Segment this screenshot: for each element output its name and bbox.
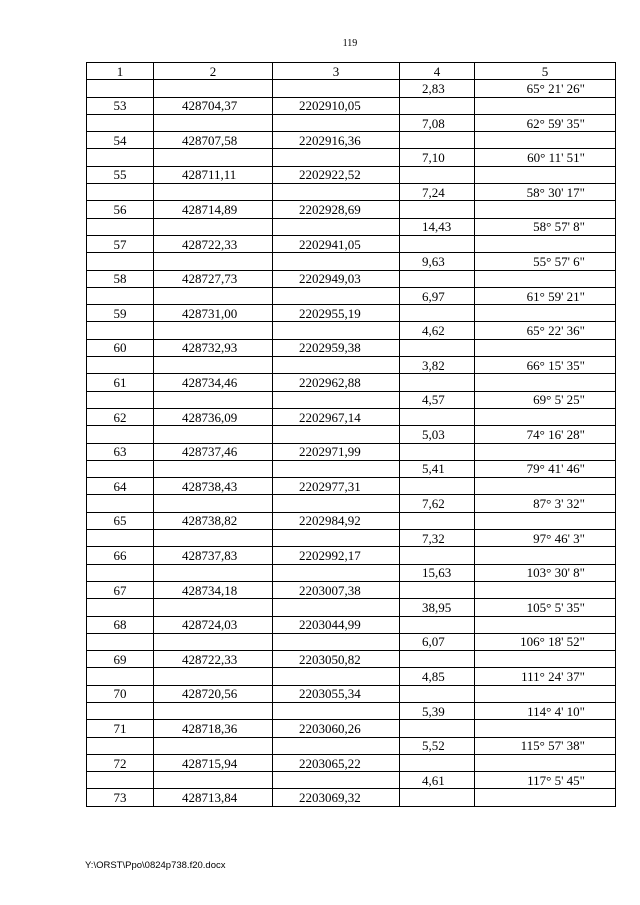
y-coordinate-cell: 2203044,99 [273, 616, 400, 633]
bearing-cell [475, 235, 616, 252]
point-number-cell: 55 [87, 166, 154, 183]
point-number-cell: 62 [87, 408, 154, 425]
bearing-cell: 62° 59' 35" [475, 114, 616, 131]
distance-cell: 14,43 [400, 218, 475, 235]
bearing-cell: 117° 5' 45" [475, 772, 616, 789]
point-number-cell [87, 391, 154, 408]
point-number-cell [87, 599, 154, 616]
bearing-cell [475, 97, 616, 114]
table-row [87, 391, 616, 408]
distance-cell [400, 374, 475, 391]
bearing-cell [475, 270, 616, 287]
x-coordinate-cell [154, 460, 273, 477]
point-number-cell: 69 [87, 651, 154, 668]
distance-cell: 2,83 [400, 80, 475, 97]
point-number-cell [87, 184, 154, 201]
point-number-cell: 60 [87, 339, 154, 356]
table-row [87, 305, 616, 322]
table-row [87, 702, 616, 719]
table-row [87, 408, 616, 425]
table-row [87, 581, 616, 598]
y-coordinate-cell: 2203007,38 [273, 581, 400, 598]
y-coordinate-cell: 2202992,17 [273, 547, 400, 564]
column-header: 2 [154, 63, 273, 80]
x-coordinate-cell [154, 495, 273, 512]
y-coordinate-cell [273, 737, 400, 754]
bearing-cell: 65° 21' 26" [475, 80, 616, 97]
x-coordinate-cell: 428713,84 [154, 789, 273, 806]
distance-cell [400, 512, 475, 529]
page-number: 119 [342, 38, 358, 49]
distance-cell: 4,85 [400, 668, 475, 685]
bearing-cell: 87° 3' 32" [475, 495, 616, 512]
bearing-cell [475, 720, 616, 737]
distance-cell [400, 443, 475, 460]
table-row [87, 218, 616, 235]
distance-cell [400, 651, 475, 668]
y-coordinate-cell [273, 184, 400, 201]
x-coordinate-cell [154, 599, 273, 616]
table-row [87, 149, 616, 166]
table-row [87, 547, 616, 564]
x-coordinate-cell [154, 633, 273, 650]
table-row [87, 685, 616, 702]
x-coordinate-cell [154, 530, 273, 547]
bearing-cell: 61° 59' 21" [475, 287, 616, 304]
x-coordinate-cell [154, 253, 273, 270]
point-number-cell [87, 357, 154, 374]
distance-cell: 6,97 [400, 287, 475, 304]
y-coordinate-cell: 2202977,31 [273, 478, 400, 495]
y-coordinate-cell [273, 80, 400, 97]
bearing-cell: 60° 11' 51" [475, 149, 616, 166]
x-coordinate-cell: 428714,89 [154, 201, 273, 218]
x-coordinate-cell: 428715,94 [154, 754, 273, 771]
y-coordinate-cell: 2202922,52 [273, 166, 400, 183]
point-number-cell [87, 530, 154, 547]
point-number-cell: 67 [87, 581, 154, 598]
bearing-cell [475, 512, 616, 529]
point-number-cell [87, 495, 154, 512]
column-header: 4 [400, 63, 475, 80]
distance-cell: 5,41 [400, 460, 475, 477]
x-coordinate-cell [154, 668, 273, 685]
point-number-cell: 66 [87, 547, 154, 564]
bearing-cell: 97° 46' 3" [475, 530, 616, 547]
y-coordinate-cell: 2202971,99 [273, 443, 400, 460]
y-coordinate-cell: 2202959,38 [273, 339, 400, 356]
point-number-cell: 63 [87, 443, 154, 460]
bearing-cell [475, 685, 616, 702]
point-number-cell [87, 633, 154, 650]
distance-cell: 4,57 [400, 391, 475, 408]
y-coordinate-cell: 2203055,34 [273, 685, 400, 702]
y-coordinate-cell [273, 633, 400, 650]
point-number-cell: 58 [87, 270, 154, 287]
y-coordinate-cell [273, 426, 400, 443]
table-row [87, 789, 616, 806]
y-coordinate-cell: 2203065,22 [273, 754, 400, 771]
point-number-cell [87, 149, 154, 166]
x-coordinate-cell: 428737,83 [154, 547, 273, 564]
distance-cell [400, 305, 475, 322]
table-row [87, 80, 616, 97]
column-header: 3 [273, 63, 400, 80]
x-coordinate-cell: 428737,46 [154, 443, 273, 460]
distance-cell [400, 547, 475, 564]
point-number-cell [87, 737, 154, 754]
bearing-cell [475, 651, 616, 668]
x-coordinate-cell [154, 218, 273, 235]
distance-cell: 6,07 [400, 633, 475, 650]
y-coordinate-cell [273, 530, 400, 547]
bearing-cell [475, 754, 616, 771]
distance-cell [400, 339, 475, 356]
y-coordinate-cell [273, 495, 400, 512]
point-number-cell [87, 253, 154, 270]
table-row [87, 374, 616, 391]
table-row [87, 495, 616, 512]
point-number-cell [87, 772, 154, 789]
y-coordinate-cell: 2202984,92 [273, 512, 400, 529]
table-row [87, 530, 616, 547]
distance-cell [400, 270, 475, 287]
distance-cell: 3,82 [400, 357, 475, 374]
y-coordinate-cell: 2203060,26 [273, 720, 400, 737]
point-number-cell: 57 [87, 235, 154, 252]
table-header-row [87, 63, 616, 80]
point-number-cell: 54 [87, 132, 154, 149]
y-coordinate-cell: 2202928,69 [273, 201, 400, 218]
point-number-cell: 73 [87, 789, 154, 806]
y-coordinate-cell [273, 253, 400, 270]
table-row [87, 443, 616, 460]
point-number-cell [87, 287, 154, 304]
table-row [87, 599, 616, 616]
table-row [87, 426, 616, 443]
table-row [87, 564, 616, 581]
distance-cell [400, 754, 475, 771]
bearing-cell [475, 478, 616, 495]
point-number-cell [87, 564, 154, 581]
point-number-cell: 59 [87, 305, 154, 322]
distance-cell: 7,32 [400, 530, 475, 547]
x-coordinate-cell: 428724,03 [154, 616, 273, 633]
point-number-cell: 68 [87, 616, 154, 633]
x-coordinate-cell [154, 702, 273, 719]
distance-cell: 4,61 [400, 772, 475, 789]
bearing-cell [475, 374, 616, 391]
distance-cell: 15,63 [400, 564, 475, 581]
point-number-cell [87, 668, 154, 685]
y-coordinate-cell [273, 564, 400, 581]
point-number-cell [87, 460, 154, 477]
y-coordinate-cell [273, 287, 400, 304]
distance-cell [400, 616, 475, 633]
bearing-cell: 105° 5' 35" [475, 599, 616, 616]
y-coordinate-cell [273, 391, 400, 408]
x-coordinate-cell: 428738,43 [154, 478, 273, 495]
x-coordinate-cell [154, 114, 273, 131]
x-coordinate-cell [154, 287, 273, 304]
x-coordinate-cell: 428736,09 [154, 408, 273, 425]
bearing-cell [475, 443, 616, 460]
y-coordinate-cell [273, 218, 400, 235]
table-row [87, 633, 616, 650]
coordinates-table [86, 62, 616, 807]
distance-cell [400, 132, 475, 149]
point-number-cell: 61 [87, 374, 154, 391]
distance-cell: 9,63 [400, 253, 475, 270]
point-number-cell: 70 [87, 685, 154, 702]
distance-cell [400, 685, 475, 702]
x-coordinate-cell: 428722,33 [154, 235, 273, 252]
distance-cell: 7,10 [400, 149, 475, 166]
point-number-cell [87, 702, 154, 719]
distance-cell [400, 408, 475, 425]
y-coordinate-cell: 2202949,03 [273, 270, 400, 287]
table-row [87, 287, 616, 304]
y-coordinate-cell [273, 149, 400, 166]
x-coordinate-cell [154, 357, 273, 374]
x-coordinate-cell: 428722,33 [154, 651, 273, 668]
bearing-cell: 115° 57' 38" [475, 737, 616, 754]
distance-cell: 7,24 [400, 184, 475, 201]
x-coordinate-cell: 428711,11 [154, 166, 273, 183]
bearing-cell [475, 201, 616, 218]
y-coordinate-cell: 2202941,05 [273, 235, 400, 252]
y-coordinate-cell [273, 702, 400, 719]
y-coordinate-cell: 2202955,19 [273, 305, 400, 322]
table-row [87, 737, 616, 754]
distance-cell [400, 235, 475, 252]
point-number-cell [87, 322, 154, 339]
table-row [87, 322, 616, 339]
table-row [87, 478, 616, 495]
x-coordinate-cell [154, 426, 273, 443]
footer-file-path: Y:\ORST\Ppo\0824p738.f20.docx [85, 860, 226, 871]
x-coordinate-cell [154, 772, 273, 789]
x-coordinate-cell [154, 184, 273, 201]
distance-cell: 7,62 [400, 495, 475, 512]
table-row [87, 201, 616, 218]
y-coordinate-cell: 2202910,05 [273, 97, 400, 114]
x-coordinate-cell [154, 391, 273, 408]
column-header: 1 [87, 63, 154, 80]
distance-cell: 7,08 [400, 114, 475, 131]
x-coordinate-cell: 428704,37 [154, 97, 273, 114]
table-row [87, 97, 616, 114]
table-row [87, 357, 616, 374]
bearing-cell: 58° 30' 17" [475, 184, 616, 201]
table-row [87, 512, 616, 529]
y-coordinate-cell [273, 599, 400, 616]
table-row [87, 132, 616, 149]
point-number-cell: 56 [87, 201, 154, 218]
distance-cell [400, 720, 475, 737]
bearing-cell [475, 789, 616, 806]
bearing-cell [475, 166, 616, 183]
point-number-cell: 71 [87, 720, 154, 737]
bearing-cell: 79° 41' 46" [475, 460, 616, 477]
distance-cell: 5,52 [400, 737, 475, 754]
bearing-cell: 74° 16' 28" [475, 426, 616, 443]
table-row [87, 253, 616, 270]
table-body [87, 80, 616, 806]
table-row [87, 270, 616, 287]
distance-cell [400, 97, 475, 114]
bearing-cell: 114° 4' 10" [475, 702, 616, 719]
table-row [87, 235, 616, 252]
y-coordinate-cell: 2203069,32 [273, 789, 400, 806]
x-coordinate-cell: 428738,82 [154, 512, 273, 529]
point-number-cell: 72 [87, 754, 154, 771]
bearing-cell [475, 408, 616, 425]
bearing-cell [475, 305, 616, 322]
table-row [87, 184, 616, 201]
y-coordinate-cell: 2202916,36 [273, 132, 400, 149]
bearing-cell: 111° 24' 37" [475, 668, 616, 685]
y-coordinate-cell [273, 114, 400, 131]
table-row [87, 616, 616, 633]
bearing-cell [475, 339, 616, 356]
point-number-cell: 53 [87, 97, 154, 114]
x-coordinate-cell: 428734,46 [154, 374, 273, 391]
x-coordinate-cell: 428707,58 [154, 132, 273, 149]
table-row [87, 114, 616, 131]
distance-cell: 5,39 [400, 702, 475, 719]
bearing-cell: 103° 30' 8" [475, 564, 616, 581]
table-row [87, 754, 616, 771]
bearing-cell: 66° 15' 35" [475, 357, 616, 374]
y-coordinate-cell: 2203050,82 [273, 651, 400, 668]
point-number-cell: 65 [87, 512, 154, 529]
y-coordinate-cell: 2202962,88 [273, 374, 400, 391]
table-row [87, 460, 616, 477]
distance-cell: 4,62 [400, 322, 475, 339]
bearing-cell [475, 547, 616, 564]
distance-cell [400, 201, 475, 218]
x-coordinate-cell [154, 80, 273, 97]
distance-cell: 5,03 [400, 426, 475, 443]
table-row [87, 720, 616, 737]
x-coordinate-cell: 428731,00 [154, 305, 273, 322]
bearing-cell: 55° 57' 6" [475, 253, 616, 270]
distance-cell [400, 581, 475, 598]
distance-cell: 38,95 [400, 599, 475, 616]
x-coordinate-cell [154, 564, 273, 581]
bearing-cell: 69° 5' 25" [475, 391, 616, 408]
x-coordinate-cell [154, 322, 273, 339]
point-number-cell [87, 218, 154, 235]
x-coordinate-cell [154, 737, 273, 754]
table-row [87, 166, 616, 183]
bearing-cell: 65° 22' 36" [475, 322, 616, 339]
y-coordinate-cell [273, 322, 400, 339]
x-coordinate-cell: 428727,73 [154, 270, 273, 287]
x-coordinate-cell [154, 149, 273, 166]
bearing-cell: 58° 57' 8" [475, 218, 616, 235]
x-coordinate-cell: 428732,93 [154, 339, 273, 356]
point-number-cell [87, 114, 154, 131]
x-coordinate-cell: 428734,18 [154, 581, 273, 598]
y-coordinate-cell [273, 668, 400, 685]
table-row [87, 339, 616, 356]
distance-cell [400, 478, 475, 495]
column-header: 5 [475, 63, 616, 80]
y-coordinate-cell: 2202967,14 [273, 408, 400, 425]
point-number-cell: 64 [87, 478, 154, 495]
y-coordinate-cell [273, 772, 400, 789]
table-row [87, 668, 616, 685]
y-coordinate-cell [273, 460, 400, 477]
distance-cell [400, 789, 475, 806]
bearing-cell [475, 581, 616, 598]
bearing-cell [475, 616, 616, 633]
distance-cell [400, 166, 475, 183]
point-number-cell [87, 80, 154, 97]
x-coordinate-cell: 428718,36 [154, 720, 273, 737]
bearing-cell: 106° 18' 52" [475, 633, 616, 650]
point-number-cell [87, 426, 154, 443]
table-row [87, 772, 616, 789]
bearing-cell [475, 132, 616, 149]
y-coordinate-cell [273, 357, 400, 374]
x-coordinate-cell: 428720,56 [154, 685, 273, 702]
table-row [87, 651, 616, 668]
